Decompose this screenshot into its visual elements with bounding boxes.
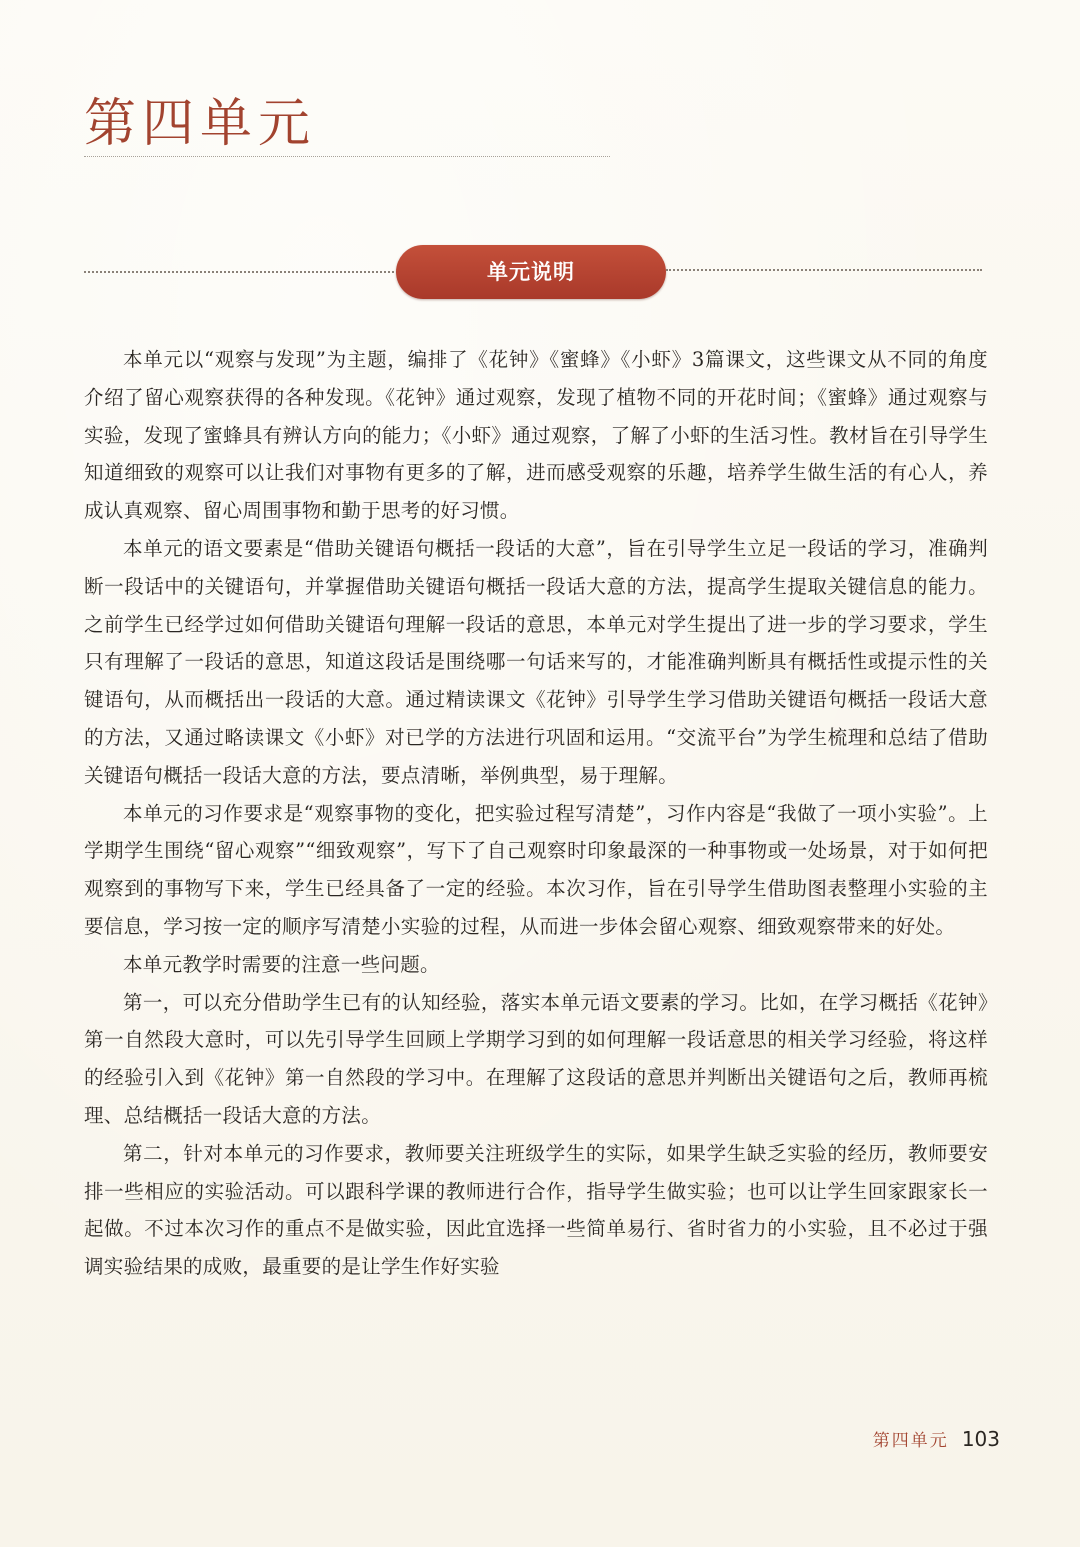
unit-description-body <box>84 341 988 1286</box>
paragraph-note-second: 第二，针对本单元的习作要求，教师要关注班级学生的实际，如果学生缺乏实验的经历，教师要安排一些相应的实验活动。可以跟科学课的教师进行合作，指导学生做实验；也可以让学生回家跟家长一起做。不过本次习作的重点不是做实验，因此宜选择一些简单易行、省时省力的小实验，且不必过于强调实验结果的成败，最重要的是让学生作好实验 <box>84 1141 988 1279</box>
unit-title: 第四单元 <box>84 94 317 154</box>
paragraph-writing-requirement: 本单元的习作要求是“观察事物的变化，把实验过程写清楚”，习作内容是“我做了一项小实验”。上学期学生围绕“留心观察”“细致观察”，写下了自己观察时印象最深的一种事物或一处场景，对于如何把观察到的事物写下来，学生已经具备了一定的经验。本次习作，旨在引导学生借助图表整理小实验的主要信息，学习按一定的顺序写清楚小实验的过程，从而进一步体会留心观察、细致观察带来的好处。 <box>84 801 988 938</box>
paragraph-theme: 本单元以“观察与发现”为主题，编排了《花钟》《蜜蜂》《小虾》3篇课文，这些课文从不同的角度介绍了留心观察获得的各种发现。《花钟》通过观察，发现了植物不同的开花时间；《蜜蜂》通过观察与实验，发现了蜜蜂具有辨认方向的能力；《小虾》通过观察，了解了小虾的生活习性。教材旨在引导学生知道细致的观察可以让我们对事物有更多的了解，进而感受观察的乐趣，培养学生做生活的有心人，养成认真观察、留心周围事物和勤于思考的好习惯。 <box>84 348 988 523</box>
title-divider <box>84 156 610 157</box>
section-label-badge: 单元说明 <box>396 245 666 299</box>
dotted-rule-right <box>666 269 982 271</box>
paragraph-teaching-notes-intro: 本单元教学时需要的注意一些问题。 <box>123 952 440 976</box>
page-footer <box>873 1426 1000 1456</box>
paragraph-note-first: 第一，可以充分借助学生已有的认知经验，落实本单元语文要素的学习。比如，在学习概括《花钟》第一自然段大意时，可以先引导学生回顾上学期学习到的如何理解一段话意思的相关学习经验，将这样的经验引入到《花钟》第一自然段的学习中。在理解了这段话的意思并判断出关键语句之后，教师再梳理、总结概括一段话大意的方法。 <box>84 990 988 1127</box>
section-header <box>84 245 982 299</box>
footer-unit-label: 第四单元 <box>872 1431 949 1451</box>
page-number: 103 <box>961 1426 1000 1451</box>
dotted-rule-left <box>84 271 398 273</box>
paragraph-language-element: 本单元的语文要素是“借助关键语句概括一段话的大意”，旨在引导学生立足一段话的学习，准确判断一段话中的关键语句，并掌握借助关键语句概括一段话大意的方法，提高学生提取关键信息的能力。之前学生已经学过如何借助关键语句理解一段话的意思，本单元对学生提出了进一步的学习要求，学生只有理解了一段话的意思，知道这段话是围绕哪一句话来写的，才能准确判断具有概括性或提示性的关键语句，从而概括出一段话的大意。通过精读课文《花钟》引导学生学习借助关键语句概括一段话大意的方法，又通过略读课文《小虾》对已学的方法进行巩固和运用。“交流平台”为学生梳理和总结了借助关键语句概括一段话大意的方法，要点清晰，举例典型，易于理解。 <box>84 536 988 787</box>
